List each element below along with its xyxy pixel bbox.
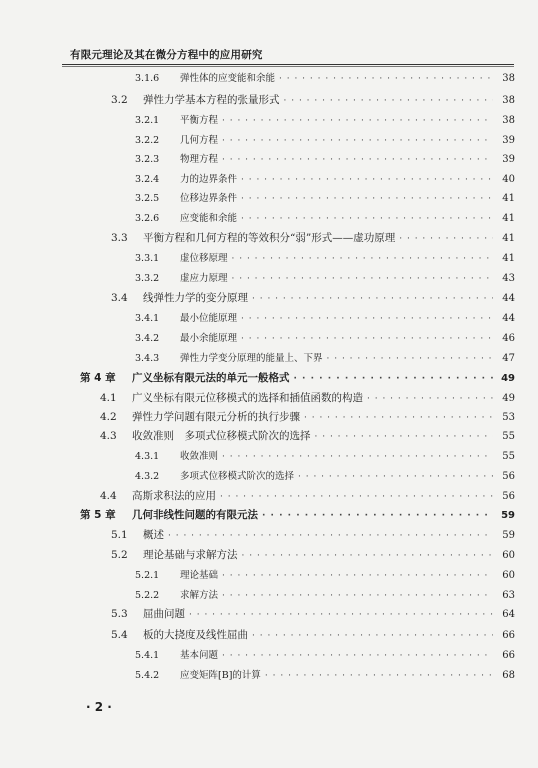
toc-entry[interactable]: [111, 606, 515, 621]
leader-dots: [367, 394, 493, 404]
running-header: 有限元理论及其在微分方程中的应用研究: [70, 49, 263, 61]
toc-entry-page: 44: [502, 313, 515, 324]
toc-chapter[interactable]: [80, 507, 515, 522]
toc-entry-title: 最小余能原理: [180, 333, 238, 344]
toc-chapter[interactable]: [80, 370, 515, 385]
leader-dots: [189, 610, 493, 620]
toc-entry-number: 5.4: [111, 629, 128, 641]
toc-entry-page: 41: [502, 233, 515, 244]
leader-dots: [241, 214, 493, 224]
toc-entry[interactable]: [111, 527, 515, 542]
toc-entry-number: 5.2.1: [135, 570, 160, 581]
leader-dots: [265, 671, 493, 681]
leader-dots: [298, 472, 493, 482]
toc-entry-page: 53: [502, 412, 515, 423]
toc-entry-number: 3.1.6: [135, 73, 160, 84]
toc-entry-page: 63: [502, 590, 515, 601]
toc-entry[interactable]: [100, 390, 515, 405]
leader-dots: [168, 531, 493, 541]
toc-entry-title: 平衡方程: [180, 115, 219, 126]
toc-entry-page: 60: [502, 550, 515, 561]
toc-entry-title: 基本问题: [180, 650, 219, 661]
toc-entry[interactable]: [111, 290, 515, 305]
toc-entry-number: 4.3.2: [135, 471, 160, 482]
toc-entry-page: 55: [502, 431, 515, 442]
leader-dots: [294, 374, 494, 384]
toc-entry-number: 3.3.1: [135, 253, 160, 264]
toc-entry-number: 3.4.1: [135, 313, 160, 324]
leader-dots: [241, 175, 493, 185]
leader-dots: [242, 551, 494, 561]
leader-dots: [279, 74, 493, 84]
toc-entry[interactable]: [135, 468, 515, 482]
toc-entry[interactable]: [135, 210, 515, 224]
toc-entry-title: 弹性力学问题有限元分析的执行步骤: [132, 411, 300, 423]
toc-entry-title: 平衡方程和几何方程的等效积分“弱”形式——虚功原理: [143, 232, 396, 244]
toc-entry[interactable]: [135, 250, 515, 264]
toc-entry-page: 43: [502, 273, 515, 284]
toc-entry-page: 68: [502, 670, 515, 681]
toc-entry-number: 5.4.1: [135, 650, 160, 661]
toc-entry-title: 应变矩阵[B]的计算: [180, 670, 261, 681]
toc-entry-title: 虚位移原理: [180, 253, 228, 264]
leader-dots: [241, 314, 493, 324]
leader-dots: [284, 96, 494, 106]
leader-dots: [222, 155, 493, 165]
toc-entry[interactable]: [135, 567, 515, 581]
toc-entry-title: 应变能和余能: [180, 213, 238, 224]
toc-entry-number: 3.2.6: [135, 213, 160, 224]
toc-entry-number: 5.4.2: [135, 670, 160, 681]
toc-entry[interactable]: [135, 448, 515, 462]
toc-entry-number: 3.4.3: [135, 353, 160, 364]
toc-entry[interactable]: [111, 627, 515, 642]
toc-entry[interactable]: [135, 330, 515, 344]
leader-dots: [315, 432, 494, 442]
toc-entry-title: 板的大挠度及线性屈曲: [143, 629, 248, 641]
toc-entry[interactable]: [111, 547, 515, 562]
toc-entry-page: 60: [502, 570, 515, 581]
toc-entry[interactable]: [135, 190, 515, 204]
toc-entry-page: 41: [502, 253, 515, 264]
toc-entry-number: 5.2.2: [135, 590, 160, 601]
toc-entry-number: 4.1: [100, 392, 117, 404]
toc-entry-page: 66: [502, 650, 515, 661]
toc-entry[interactable]: [111, 230, 515, 245]
toc-chapter-page: 49: [501, 373, 515, 384]
toc-entry-title: 理论基础与求解方法: [143, 549, 238, 561]
toc-entry-number: 3.2.1: [135, 115, 160, 126]
toc-entry-number: 5.3: [111, 608, 128, 620]
toc-entry-number: 5.2: [111, 549, 128, 561]
toc-entry-page: 38: [502, 115, 515, 126]
leader-dots: [262, 511, 493, 521]
toc-entry-page: 46: [502, 333, 515, 344]
toc-entry[interactable]: [135, 667, 515, 681]
toc-entry-page: 41: [502, 193, 515, 204]
toc-entry-title: 理论基础: [180, 570, 219, 581]
toc-entry[interactable]: [135, 647, 515, 661]
toc-entry-page: 66: [502, 630, 515, 641]
toc-entry-number: 4.2: [100, 411, 117, 423]
toc-entry-number: 3.4.2: [135, 333, 160, 344]
toc-entry-title: 多项式位移模式阶次的选择: [180, 471, 295, 482]
toc-entry-page: 38: [502, 95, 515, 106]
toc-entry-page: 56: [502, 471, 515, 482]
toc-entry-title: 求解方法: [180, 590, 219, 601]
toc-entry-number: 3.2.5: [135, 193, 160, 204]
toc-entry-number: 5.1: [111, 529, 128, 541]
leader-dots: [222, 136, 493, 146]
toc-entry-page: 64: [502, 609, 515, 620]
toc-entry-page: 40: [502, 174, 515, 185]
toc-entry[interactable]: [135, 587, 515, 601]
toc-chapter-title: 几何非线性问题的有限元法: [132, 509, 258, 521]
leader-dots: [222, 116, 493, 126]
toc-entry-number: 3.2.2: [135, 135, 160, 146]
leader-dots: [222, 651, 493, 661]
toc-chapter-page: 59: [501, 510, 515, 521]
leader-dots: [399, 234, 493, 244]
toc-entry-number: 3.2.3: [135, 154, 160, 165]
toc-entry-page: 38: [502, 73, 515, 84]
toc-entry-number: 4.4: [100, 490, 117, 502]
leader-dots: [241, 194, 493, 204]
toc-entry-number: 3.4: [111, 292, 128, 304]
toc-entry[interactable]: [135, 132, 515, 146]
toc-entry-title: 收敛准则 多项式位移模式阶次的选择: [132, 430, 311, 442]
toc-chapter-title: 广义坐标有限元法的单元一般格式: [132, 372, 290, 384]
leader-dots: [222, 571, 493, 581]
toc-entry[interactable]: [135, 112, 515, 126]
toc-entry-number: 4.3: [100, 430, 117, 442]
leader-dots: [252, 294, 493, 304]
toc-entry[interactable]: [135, 70, 515, 84]
toc-entry-title: 弹性力学变分原理的能量上、下界: [180, 353, 323, 364]
leader-dots: [327, 354, 493, 364]
toc-entry-page: 56: [502, 491, 515, 502]
toc-entry-number: 3.3: [111, 232, 128, 244]
toc-entry-title: 高斯求积法的应用: [132, 490, 216, 502]
toc-entry-title: 概述: [143, 529, 164, 541]
toc-entry-number: 3.2.4: [135, 174, 160, 185]
toc-entry-title: 弹性体的应变能和余能: [180, 73, 276, 84]
toc-entry-title: 弹性力学基本方程的张量形式: [143, 94, 280, 106]
toc-entry-page: 39: [502, 154, 515, 165]
toc-entry-title: 虚应力原理: [180, 273, 228, 284]
toc-entry-page: 55: [502, 451, 515, 462]
leader-dots: [222, 591, 493, 601]
toc-entry-number: 3.3.2: [135, 273, 160, 284]
leader-dots: [232, 254, 493, 264]
toc-entry-page: 49: [502, 393, 515, 404]
toc-entry-title: 几何方程: [180, 135, 219, 146]
leader-dots: [241, 334, 493, 344]
toc-entry-title: 位移边界条件: [180, 193, 238, 204]
toc-entry[interactable]: [100, 428, 515, 443]
toc-entry[interactable]: [135, 270, 515, 284]
toc-entry-number: 4.3.1: [135, 451, 160, 462]
toc-entry-title: 屈曲问题: [143, 608, 185, 620]
toc-entry-title: 最小位能原理: [180, 313, 238, 324]
toc-entry-title: 线弹性力学的变分原理: [143, 292, 248, 304]
toc-chapter-number: 第 4 章: [80, 372, 116, 384]
leader-dots: [220, 492, 493, 502]
toc-entry[interactable]: [135, 151, 515, 165]
toc-entry-title: 收敛准则: [180, 451, 219, 462]
toc-entry[interactable]: [100, 488, 515, 503]
page-number: · 2 ·: [86, 700, 112, 714]
toc-entry-title: 力的边界条件: [180, 174, 238, 185]
toc-entry-page: 47: [502, 353, 515, 364]
toc-entry-title: 物理方程: [180, 154, 219, 165]
toc-entry[interactable]: [100, 409, 515, 424]
toc-entry-title: 广义坐标有限元位移模式的选择和插值函数的构造: [132, 392, 363, 404]
leader-dots: [304, 413, 493, 423]
toc-entry[interactable]: [135, 350, 515, 364]
toc-entry[interactable]: [135, 171, 515, 185]
toc-entry-number: 3.2: [111, 94, 128, 106]
toc-chapter-number: 第 5 章: [80, 509, 116, 521]
toc-entry-page: 59: [502, 530, 515, 541]
leader-dots: [232, 274, 493, 284]
toc-entry-page: 39: [502, 135, 515, 146]
toc-entry-page: 41: [502, 213, 515, 224]
toc-entry-page: 44: [502, 293, 515, 304]
toc-entry[interactable]: [135, 310, 515, 324]
leader-dots: [252, 631, 493, 641]
toc-entry[interactable]: [111, 92, 515, 107]
leader-dots: [222, 452, 493, 462]
